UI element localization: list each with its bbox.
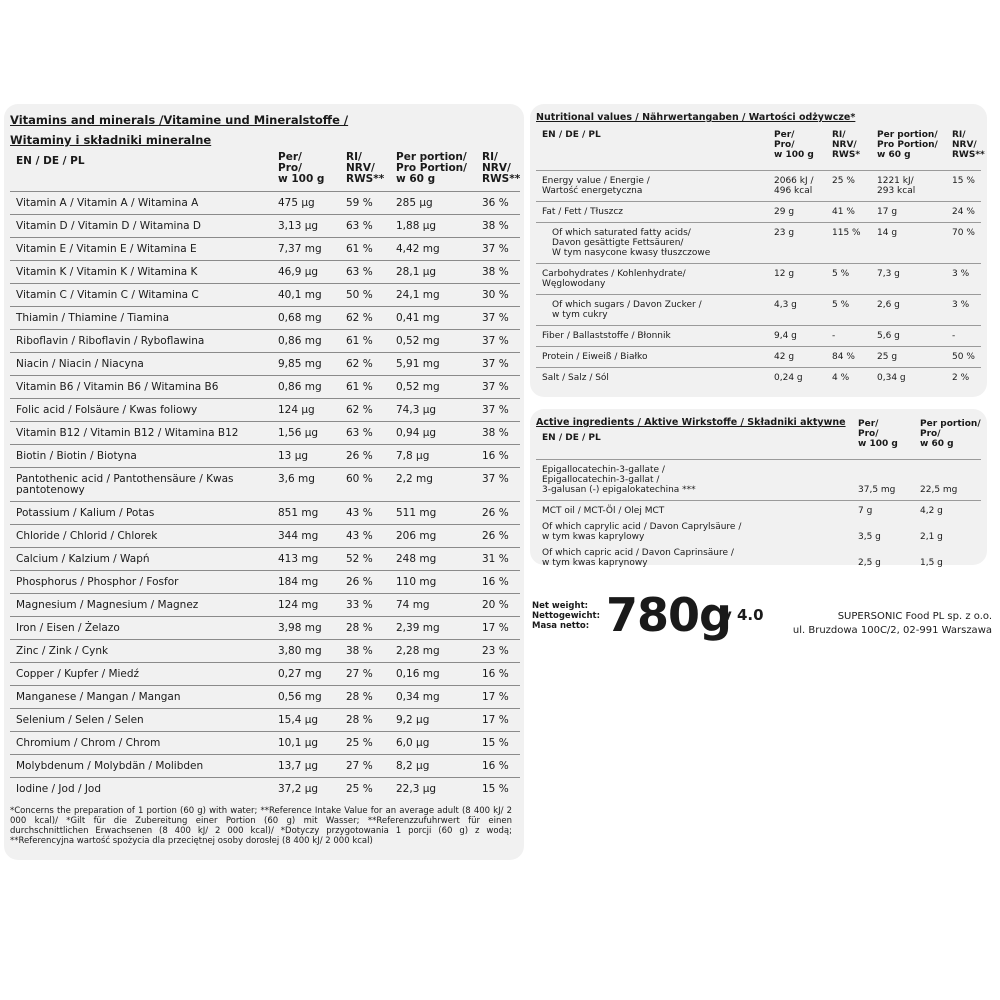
vitamin-row bbox=[10, 502, 520, 525]
vitamin-per100: 15,4 µg bbox=[278, 709, 346, 732]
vitamin-riportion: 23 % bbox=[482, 640, 520, 663]
vitamin-portion: 28,1 µg bbox=[396, 261, 482, 284]
vitamin-name: Molybdenum / Molybdän / Molibden bbox=[10, 755, 278, 778]
vitamin-riportion: 20 % bbox=[482, 594, 520, 617]
nutrition-panel bbox=[530, 104, 987, 397]
vitamin-portion: 2,28 mg bbox=[396, 640, 482, 663]
active-header-name: EN / DE / PL bbox=[542, 433, 601, 443]
vitamin-row bbox=[10, 778, 520, 801]
vitamin-portion: 8,2 µg bbox=[396, 755, 482, 778]
nutrient-portion: 17 g bbox=[877, 202, 952, 223]
vitamin-per100: 3,13 µg bbox=[278, 215, 346, 238]
vitamin-per100: 0,56 mg bbox=[278, 686, 346, 709]
vitamin-name: Chloride / Chlorid / Chlorek bbox=[10, 525, 278, 548]
version-label: v 4.0 bbox=[722, 606, 764, 624]
vitamin-row bbox=[10, 307, 520, 330]
vitamin-riportion: 15 % bbox=[482, 778, 520, 801]
active-per100: 37,5 mg bbox=[858, 460, 920, 501]
nutrient-name: Carbohydrates / Kohlenhydrate/ Węglowodany bbox=[536, 264, 774, 295]
vitamin-row bbox=[10, 330, 520, 353]
vitamin-name: Vitamin C / Vitamin C / Witamina C bbox=[10, 284, 278, 307]
vitamin-per100: 475 µg bbox=[278, 192, 346, 215]
vitamin-row bbox=[10, 468, 520, 502]
vitamin-portion: 0,94 µg bbox=[396, 422, 482, 445]
vitamin-riportion: 38 % bbox=[482, 215, 520, 238]
vitamin-per100: 851 mg bbox=[278, 502, 346, 525]
vitamin-portion: 2,2 mg bbox=[396, 468, 482, 502]
nutrient-portion: 5,6 g bbox=[877, 326, 952, 347]
nutrition-header-portion: Per portion/ Pro Portion/ w 60 g bbox=[877, 130, 938, 160]
vitamin-ri100: 28 % bbox=[346, 686, 396, 709]
vitamin-ri100: 27 % bbox=[346, 663, 396, 686]
vitamin-portion: 0,34 mg bbox=[396, 686, 482, 709]
vitamins-footnote: *Concerns the preparation of 1 portion (60 g) with water; **Reference Intake Value for an average adult (8 400 kJ/ 2 000 kcal)/ *Gilt für die Zubereitung einer Portion (60 g) mit Wasser; **Referenzzufuhrwert für einen durchschnittlichen Erwachsenen (8 400 kJ/ 2 000 kcal)/ *Dotyczy przygotowania 1 porcji (60 g) z wodą; **Referencyjna wartość spożycia dla przeciętnej osoby dorosłej (8 400 kJ/ 2 000 kcal) bbox=[10, 806, 512, 846]
vitamin-portion: 2,39 mg bbox=[396, 617, 482, 640]
vitamin-ri100: 26 % bbox=[346, 571, 396, 594]
vitamin-name: Thiamin / Thiamine / Tiamina bbox=[10, 307, 278, 330]
vitamin-ri100: 63 % bbox=[346, 261, 396, 284]
vitamin-portion: 110 mg bbox=[396, 571, 482, 594]
vitamin-name: Vitamin B6 / Vitamin B6 / Witamina B6 bbox=[10, 376, 278, 399]
nutrition-row bbox=[536, 295, 981, 326]
vitamin-per100: 124 µg bbox=[278, 399, 346, 422]
active-name: Of which capric acid / Davon Caprinsäure / w tym kwas kaprynowy bbox=[542, 548, 734, 568]
vitamin-portion: 1,88 µg bbox=[396, 215, 482, 238]
active-per100: 2,5 g bbox=[858, 558, 881, 568]
vitamin-ri100: 62 % bbox=[346, 307, 396, 330]
vitamin-ri100: 26 % bbox=[346, 445, 396, 468]
vitamin-name: Iron / Eisen / Żelazo bbox=[10, 617, 278, 640]
active-name: MCT oil / MCT-Öl / Olej MCT bbox=[536, 501, 858, 522]
active-row bbox=[536, 521, 981, 547]
vitamin-ri100: 61 % bbox=[346, 238, 396, 261]
vitamin-ri100: 63 % bbox=[346, 422, 396, 445]
nutrient-ri100: 115 % bbox=[832, 223, 877, 264]
nutrition-header-name: EN / DE / PL bbox=[542, 130, 601, 140]
active-portion: 1,5 g bbox=[920, 558, 943, 568]
vitamin-portion: 7,8 µg bbox=[396, 445, 482, 468]
vitamin-ri100: 52 % bbox=[346, 548, 396, 571]
vitamin-portion: 0,52 mg bbox=[396, 330, 482, 353]
nutrient-name: Of which saturated fatty acids/ Davon gesättigte Fettsäuren/ W tym nasycone kwasy tłuszczowe bbox=[536, 223, 774, 264]
vitamin-portion: 24,1 mg bbox=[396, 284, 482, 307]
vitamin-name: Pantothenic acid / Pantothensäure / Kwas pantotenowy bbox=[10, 468, 278, 502]
vitamin-ri100: 60 % bbox=[346, 468, 396, 502]
vitamin-riportion: 37 % bbox=[482, 353, 520, 376]
nutrient-ri100: 25 % bbox=[832, 171, 877, 202]
vitamin-name: Riboflavin / Riboflavin / Ryboflawina bbox=[10, 330, 278, 353]
vitamin-portion: 9,2 µg bbox=[396, 709, 482, 732]
nutrient-ri100: 84 % bbox=[832, 347, 877, 368]
vitamin-row bbox=[10, 640, 520, 663]
active-header-portion: Per portion/ Pro/ w 60 g bbox=[920, 419, 981, 449]
vitamin-riportion: 37 % bbox=[482, 330, 520, 353]
vitamins-title-line1: Vitamins and minerals /Vitamine und Mineralstoffe / bbox=[10, 113, 349, 127]
nutrient-riportion: 3 % bbox=[952, 295, 981, 326]
active-table bbox=[536, 415, 981, 573]
active-header-title-cell bbox=[536, 415, 858, 460]
vitamin-ri100: 25 % bbox=[346, 778, 396, 801]
vitamin-row bbox=[10, 594, 520, 617]
vitamins-header-ri100: RI/ NRV/ RWS** bbox=[346, 151, 385, 185]
vitamin-row bbox=[10, 238, 520, 261]
vitamin-ri100: 33 % bbox=[346, 594, 396, 617]
nutrient-ri100: 4 % bbox=[832, 368, 877, 389]
nutrient-per100: 4,3 g bbox=[774, 295, 832, 326]
vitamin-row bbox=[10, 755, 520, 778]
nutrition-header-row bbox=[536, 130, 981, 171]
vitamin-ri100: 59 % bbox=[346, 192, 396, 215]
net-weight-block bbox=[532, 588, 992, 646]
company-info bbox=[793, 610, 992, 638]
vitamin-riportion: 26 % bbox=[482, 525, 520, 548]
nutrient-name: Protein / Eiweiß / Białko bbox=[536, 347, 774, 368]
vitamin-name: Vitamin K / Vitamin K / Witamina K bbox=[10, 261, 278, 284]
vitamin-row bbox=[10, 376, 520, 399]
vitamins-minerals-panel bbox=[4, 104, 524, 860]
vitamin-portion: 4,42 mg bbox=[396, 238, 482, 261]
nutrient-riportion: 3 % bbox=[952, 264, 981, 295]
vitamin-row bbox=[10, 732, 520, 755]
vitamin-riportion: 16 % bbox=[482, 445, 520, 468]
active-row bbox=[536, 460, 981, 501]
vitamin-portion: 0,41 mg bbox=[396, 307, 482, 330]
vitamin-ri100: 50 % bbox=[346, 284, 396, 307]
vitamin-ri100: 61 % bbox=[346, 330, 396, 353]
nutrition-row bbox=[536, 223, 981, 264]
vitamin-per100: 0,68 mg bbox=[278, 307, 346, 330]
vitamin-riportion: 17 % bbox=[482, 709, 520, 732]
nutrient-portion: 2,6 g bbox=[877, 295, 952, 326]
net-weight-labels: Net weight: Nettogewicht: Masa netto: bbox=[532, 601, 601, 631]
vitamin-name: Vitamin A / Vitamin A / Witamina A bbox=[10, 192, 278, 215]
vitamin-portion: 0,52 mg bbox=[396, 376, 482, 399]
nutrient-ri100: 41 % bbox=[832, 202, 877, 223]
nutrition-header-per100: Per/ Pro/ w 100 g bbox=[774, 130, 814, 160]
vitamins-header-riportion: RI/ NRV/ RWS** bbox=[482, 151, 521, 185]
nutrient-name: Of which sugars / Davon Zucker / w tym cukry bbox=[536, 295, 774, 326]
vitamin-per100: 184 mg bbox=[278, 571, 346, 594]
vitamin-row bbox=[10, 525, 520, 548]
active-title: Active ingredients / Aktive Wirkstoffe / Składniki aktywne bbox=[536, 417, 846, 428]
vitamins-header-per100: Per/ Pro/ w 100 g bbox=[278, 151, 325, 185]
nutrient-name: Energy value / Energie / Wartość energetyczna bbox=[536, 171, 774, 202]
vitamin-name: Selenium / Selen / Selen bbox=[10, 709, 278, 732]
nutrient-per100: 0,24 g bbox=[774, 368, 832, 389]
vitamin-row bbox=[10, 353, 520, 376]
vitamin-name: Potassium / Kalium / Potas bbox=[10, 502, 278, 525]
vitamin-riportion: 16 % bbox=[482, 571, 520, 594]
nutrient-per100: 42 g bbox=[774, 347, 832, 368]
vitamins-header-portion: Per portion/ Pro Portion/ w 60 g bbox=[396, 151, 467, 185]
vitamin-name: Iodine / Jod / Jod bbox=[10, 778, 278, 801]
vitamin-ri100: 28 % bbox=[346, 617, 396, 640]
vitamin-row bbox=[10, 422, 520, 445]
vitamin-riportion: 30 % bbox=[482, 284, 520, 307]
active-portion: 2,1 g bbox=[920, 532, 943, 542]
vitamin-row bbox=[10, 709, 520, 732]
vitamin-row bbox=[10, 663, 520, 686]
nutrient-riportion: 15 % bbox=[952, 171, 981, 202]
nutrition-row bbox=[536, 171, 981, 202]
nutrient-riportion: 2 % bbox=[952, 368, 981, 389]
nutrition-row bbox=[536, 326, 981, 347]
vitamin-per100: 124 mg bbox=[278, 594, 346, 617]
vitamin-riportion: 38 % bbox=[482, 422, 520, 445]
vitamin-per100: 3,98 mg bbox=[278, 617, 346, 640]
vitamins-table bbox=[10, 152, 520, 800]
vitamin-per100: 413 mg bbox=[278, 548, 346, 571]
nutrient-per100: 9,4 g bbox=[774, 326, 832, 347]
active-table-body bbox=[536, 460, 981, 574]
vitamins-header-row bbox=[10, 152, 520, 192]
vitamin-ri100: 43 % bbox=[346, 502, 396, 525]
vitamin-portion: 5,91 mg bbox=[396, 353, 482, 376]
nutrient-portion: 25 g bbox=[877, 347, 952, 368]
active-header-per100: Per/ Pro/ w 100 g bbox=[858, 419, 898, 449]
active-portion: 22,5 mg bbox=[920, 460, 981, 501]
vitamin-per100: 10,1 µg bbox=[278, 732, 346, 755]
nutrient-portion: 0,34 g bbox=[877, 368, 952, 389]
vitamin-per100: 13,7 µg bbox=[278, 755, 346, 778]
vitamin-row bbox=[10, 571, 520, 594]
vitamin-name: Manganese / Mangan / Mangan bbox=[10, 686, 278, 709]
vitamin-name: Biotin / Biotin / Biotyna bbox=[10, 445, 278, 468]
active-per100: 7 g bbox=[858, 501, 920, 522]
vitamin-name: Calcium / Kalzium / Wapń bbox=[10, 548, 278, 571]
nutrition-row bbox=[536, 202, 981, 223]
vitamin-name: Vitamin B12 / Vitamin B12 / Witamina B12 bbox=[10, 422, 278, 445]
company-address: ul. Bruzdowa 100C/2, 02-991 Warszawa bbox=[792, 625, 992, 636]
net-weight-value: 780g bbox=[606, 588, 731, 642]
vitamin-per100: 0,27 mg bbox=[278, 663, 346, 686]
vitamin-row bbox=[10, 192, 520, 215]
vitamin-per100: 3,80 mg bbox=[278, 640, 346, 663]
vitamin-portion: 22,3 µg bbox=[396, 778, 482, 801]
vitamin-riportion: 17 % bbox=[482, 617, 520, 640]
vitamin-ri100: 27 % bbox=[346, 755, 396, 778]
vitamin-ri100: 62 % bbox=[346, 399, 396, 422]
vitamin-riportion: 16 % bbox=[482, 663, 520, 686]
vitamin-name: Copper / Kupfer / Miedź bbox=[10, 663, 278, 686]
vitamin-ri100: 63 % bbox=[346, 215, 396, 238]
vitamin-riportion: 37 % bbox=[482, 307, 520, 330]
vitamin-portion: 6,0 µg bbox=[396, 732, 482, 755]
vitamin-per100: 13 µg bbox=[278, 445, 346, 468]
vitamin-riportion: 17 % bbox=[482, 686, 520, 709]
nutrient-ri100: 5 % bbox=[832, 295, 877, 326]
vitamin-riportion: 15 % bbox=[482, 732, 520, 755]
nutrient-portion: 7,3 g bbox=[877, 264, 952, 295]
vitamin-ri100: 28 % bbox=[346, 709, 396, 732]
active-name: Of which caprylic acid / Davon Caprylsäure / w tym kwas kaprylowy bbox=[542, 522, 742, 542]
active-ingredients-panel bbox=[530, 409, 987, 568]
vitamin-per100: 46,9 µg bbox=[278, 261, 346, 284]
vitamin-row bbox=[10, 399, 520, 422]
nutrient-per100: 12 g bbox=[774, 264, 832, 295]
vitamin-riportion: 31 % bbox=[482, 548, 520, 571]
vitamin-ri100: 43 % bbox=[346, 525, 396, 548]
nutrient-per100: 23 g bbox=[774, 223, 832, 264]
vitamin-row bbox=[10, 548, 520, 571]
vitamin-row bbox=[10, 284, 520, 307]
vitamin-portion: 248 mg bbox=[396, 548, 482, 571]
vitamin-portion: 0,16 mg bbox=[396, 663, 482, 686]
nutrition-row bbox=[536, 368, 981, 389]
nutrition-table bbox=[536, 130, 985, 388]
vitamins-title-line2: Witaminy i składniki mineralne bbox=[10, 133, 212, 147]
nutrition-row bbox=[536, 347, 981, 368]
vitamin-name: Vitamin D / Vitamin D / Witamina D bbox=[10, 215, 278, 238]
nutrient-name: Fat / Fett / Tłuszcz bbox=[536, 202, 774, 223]
vitamin-name: Vitamin E / Vitamin E / Witamina E bbox=[10, 238, 278, 261]
vitamin-portion: 74 mg bbox=[396, 594, 482, 617]
nutrition-row bbox=[536, 264, 981, 295]
vitamin-per100: 40,1 mg bbox=[278, 284, 346, 307]
nutrient-ri100: 5 % bbox=[832, 264, 877, 295]
vitamin-row bbox=[10, 617, 520, 640]
vitamin-ri100: 62 % bbox=[346, 353, 396, 376]
vitamin-riportion: 37 % bbox=[482, 468, 520, 502]
vitamin-portion: 285 µg bbox=[396, 192, 482, 215]
nutrient-per100: 29 g bbox=[774, 202, 832, 223]
active-name: Epigallocatechin-3-gallate / Epigallocatechin-3-gallat / 3-galusan (-) epigalokatechina *** bbox=[536, 460, 858, 501]
vitamins-header-name: EN / DE / PL bbox=[16, 155, 85, 167]
vitamin-per100: 1,56 µg bbox=[278, 422, 346, 445]
vitamin-riportion: 37 % bbox=[482, 376, 520, 399]
nutrition-header-ri100: RI/ NRV/ RWS* bbox=[832, 130, 861, 160]
vitamin-ri100: 25 % bbox=[346, 732, 396, 755]
vitamin-ri100: 61 % bbox=[346, 376, 396, 399]
vitamin-ri100: 38 % bbox=[346, 640, 396, 663]
active-row bbox=[536, 501, 981, 522]
nutrient-portion: 1221 kJ/ 293 kcal bbox=[877, 171, 952, 202]
vitamin-riportion: 36 % bbox=[482, 192, 520, 215]
nutrient-riportion: 24 % bbox=[952, 202, 981, 223]
vitamin-per100: 3,6 mg bbox=[278, 468, 346, 502]
vitamin-riportion: 26 % bbox=[482, 502, 520, 525]
nutrient-riportion: 50 % bbox=[952, 347, 981, 368]
vitamin-per100: 0,86 mg bbox=[278, 330, 346, 353]
active-header-row bbox=[536, 415, 981, 460]
vitamin-portion: 511 mg bbox=[396, 502, 482, 525]
nutrition-table-body bbox=[536, 171, 981, 389]
vitamin-per100: 7,37 mg bbox=[278, 238, 346, 261]
vitamin-riportion: 38 % bbox=[482, 261, 520, 284]
company-name: SUPERSONIC Food PL sp. z o.o. bbox=[837, 611, 992, 622]
vitamin-name: Chromium / Chrom / Chrom bbox=[10, 732, 278, 755]
nutrient-ri100: - bbox=[832, 326, 877, 347]
vitamin-row bbox=[10, 686, 520, 709]
vitamin-portion: 206 mg bbox=[396, 525, 482, 548]
vitamins-table-body bbox=[10, 192, 520, 801]
nutrition-title: Nutritional values / Nährwertangaben / Wartości odżywcze* bbox=[536, 112, 856, 123]
active-portion: 4,2 g bbox=[920, 501, 981, 522]
vitamin-riportion: 16 % bbox=[482, 755, 520, 778]
vitamin-row bbox=[10, 261, 520, 284]
vitamin-name: Zinc / Zink / Cynk bbox=[10, 640, 278, 663]
vitamin-portion: 74,3 µg bbox=[396, 399, 482, 422]
vitamin-riportion: 37 % bbox=[482, 399, 520, 422]
vitamin-per100: 0,86 mg bbox=[278, 376, 346, 399]
nutrient-per100: 2066 kJ / 496 kcal bbox=[774, 171, 832, 202]
vitamin-row bbox=[10, 445, 520, 468]
active-row bbox=[536, 547, 981, 573]
vitamin-per100: 37,2 µg bbox=[278, 778, 346, 801]
nutrient-portion: 14 g bbox=[877, 223, 952, 264]
nutrient-name: Salt / Salz / Sól bbox=[536, 368, 774, 389]
vitamin-per100: 9,85 mg bbox=[278, 353, 346, 376]
nutrient-riportion: - bbox=[952, 326, 981, 347]
active-per100: 3,5 g bbox=[858, 532, 881, 542]
vitamin-name: Niacin / Niacin / Niacyna bbox=[10, 353, 278, 376]
vitamin-per100: 344 mg bbox=[278, 525, 346, 548]
vitamin-name: Folic acid / Folsäure / Kwas foliowy bbox=[10, 399, 278, 422]
nutrient-name: Fiber / Ballaststoffe / Błonnik bbox=[536, 326, 774, 347]
vitamin-name: Magnesium / Magnesium / Magnez bbox=[10, 594, 278, 617]
vitamin-riportion: 37 % bbox=[482, 238, 520, 261]
vitamin-row bbox=[10, 215, 520, 238]
nutrition-header-riportion: RI/ NRV/ RWS** bbox=[952, 130, 985, 160]
nutrient-riportion: 70 % bbox=[952, 223, 981, 264]
vitamin-name: Phosphorus / Phosphor / Fosfor bbox=[10, 571, 278, 594]
